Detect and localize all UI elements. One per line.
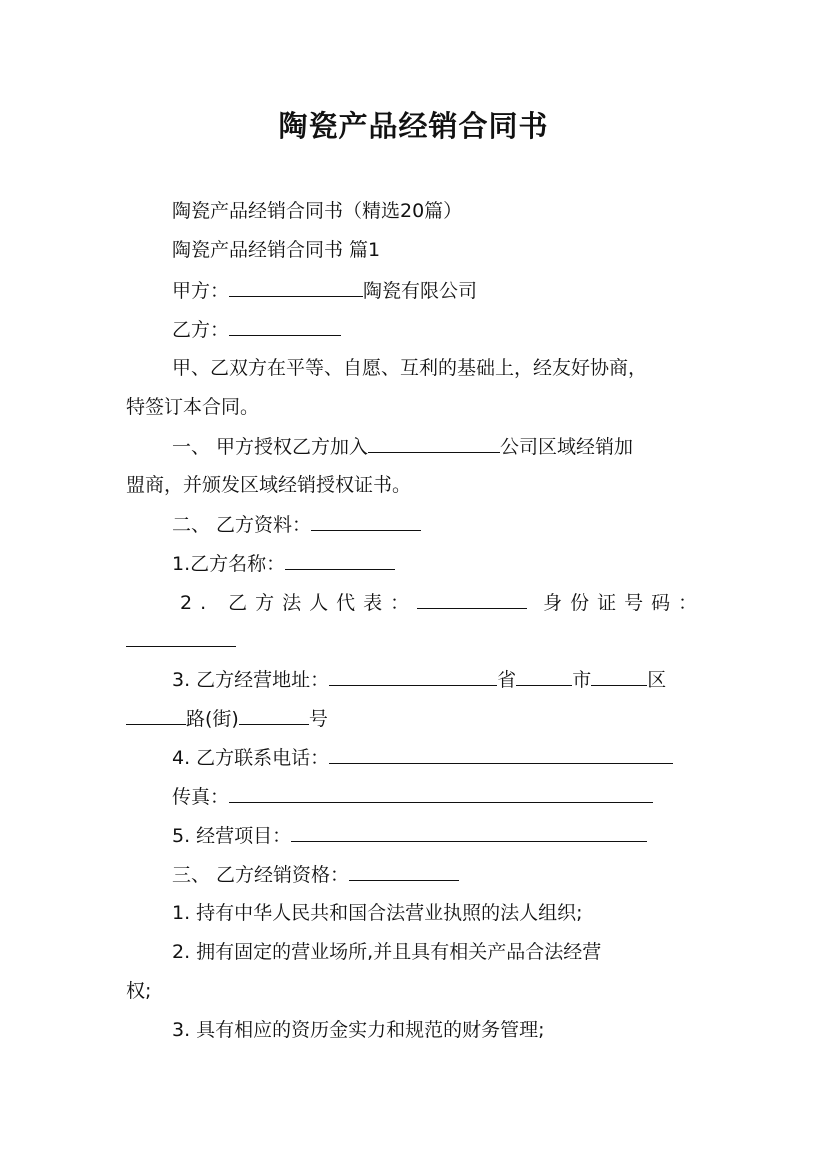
business-scope-blank <box>291 823 647 842</box>
intro-text-1: 甲、乙双方在平等、自愿、互利的基础上，经友好协商， <box>172 357 648 379</box>
number-label: 号 <box>308 708 328 730</box>
clause-1-line-2 <box>126 473 704 497</box>
clause-1-line-1 <box>126 434 750 459</box>
clause-3-item-2-text: 2. 拥有固定的营业场所,并且具有相关产品合法经营 <box>172 941 602 963</box>
fax-label: 传真： <box>172 786 230 808</box>
road-label: 路(街) <box>186 708 239 730</box>
clause-1-prefix: 一、 甲方授权乙方加入 <box>172 436 369 458</box>
clause-2-label: 二、 乙方资料： <box>172 514 312 536</box>
clause-2-item-3-line-1 <box>126 667 750 692</box>
clause-3-blank <box>349 862 459 881</box>
number-blank <box>239 706 309 725</box>
clause-3-item-1-text: 1. 持有中华人民共和国合法营业执照的法人组织; <box>172 902 583 924</box>
fax-blank <box>229 784 653 803</box>
city-label: 市 <box>572 669 592 691</box>
intro-paragraph-line-2 <box>126 395 704 419</box>
party-a-suffix: 陶瓷有限公司 <box>363 280 478 302</box>
party-a-blank <box>229 278 363 297</box>
road-prefix-blank <box>126 706 186 725</box>
address-label: 3. 乙方经营地址： <box>172 669 330 691</box>
clause-3-item-3-text: 3. 具有相应的资历金实力和规范的财务管理; <box>172 1019 545 1041</box>
party-b-blank <box>229 317 341 336</box>
party-b-line <box>126 317 750 342</box>
document-title: 陶瓷产品经销合同书 <box>278 109 549 143</box>
address-blank <box>329 667 497 686</box>
clause-3-label: 三、 乙方经销资格： <box>172 864 350 886</box>
clause-3-item-1 <box>126 901 750 925</box>
clause-2-item-5 <box>126 823 750 848</box>
clause-1-blank <box>368 434 500 453</box>
clause-1-text-2: 盟商，并颁发区域经销授权证书。 <box>126 474 412 496</box>
clause-2-item-4 <box>126 745 750 770</box>
clause-2-blank <box>311 512 421 531</box>
city-blank <box>591 667 647 686</box>
clause-3-item-2-line-1 <box>126 940 750 964</box>
clause-2-heading <box>126 512 750 537</box>
business-scope-label: 5. 经营项目： <box>172 825 292 847</box>
party-a-label: 甲方： <box>172 280 230 302</box>
clause-2-item-1-label: 1.乙方名称： <box>172 553 286 575</box>
district-label: 区 <box>647 669 667 691</box>
clause-2-item-2-line-2 <box>126 628 704 653</box>
clause-3-item-3 <box>126 1018 750 1042</box>
clause-2-item-1-blank <box>285 551 395 570</box>
section-heading-text: 陶瓷产品经销合同书 篇1 <box>172 239 381 261</box>
intro-text-2: 特签订本合同。 <box>126 396 260 418</box>
legal-rep-label: 2. 乙方法人代表： <box>180 592 418 614</box>
phone-blank <box>329 745 673 764</box>
clause-1-suffix: 公司区域经销加 <box>500 436 634 458</box>
clause-3-item-2-text-2: 权; <box>126 980 152 1002</box>
document-subtitle <box>126 199 750 223</box>
clause-2-item-1 <box>126 551 750 576</box>
clause-2-fax <box>126 784 750 809</box>
clause-3-item-2-line-2 <box>126 979 704 1003</box>
party-a-line <box>126 278 750 303</box>
phone-label: 4. 乙方联系电话： <box>172 747 330 769</box>
id-number-blank <box>126 628 236 647</box>
subtitle-text: 陶瓷产品经销合同书（精选20篇） <box>172 200 463 222</box>
id-number-label: 身份证号码： <box>543 592 706 614</box>
section-heading <box>126 238 750 262</box>
party-b-label: 乙方： <box>172 319 230 341</box>
clause-2-item-3-line-2 <box>126 706 704 731</box>
clause-3-heading <box>126 862 750 887</box>
intro-paragraph-line-1 <box>126 356 750 380</box>
province-label: 省 <box>497 669 517 691</box>
province-blank <box>516 667 572 686</box>
clause-2-item-2-line-1 <box>126 590 758 615</box>
legal-rep-blank <box>417 590 527 609</box>
